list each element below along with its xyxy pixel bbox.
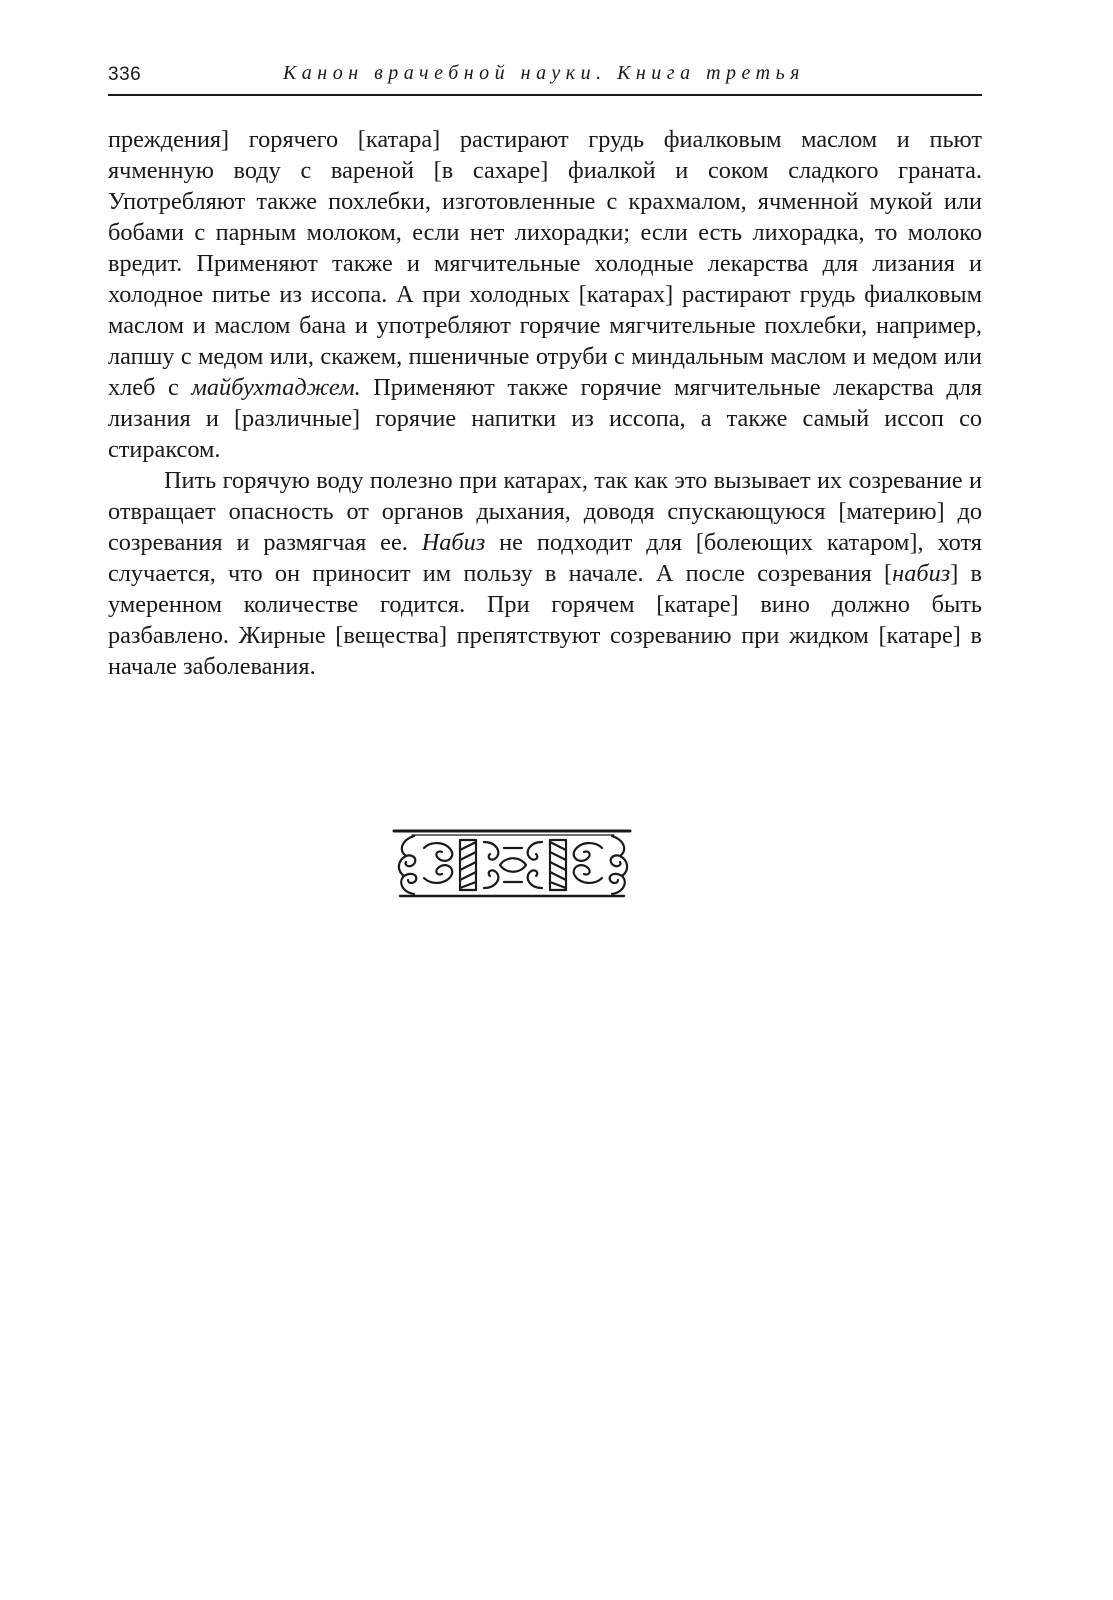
term-maybukhtadzh: майбухтаджем.	[191, 374, 361, 401]
term-nabiz: набиз	[892, 560, 951, 587]
ornamental-tailpiece-icon	[392, 826, 634, 902]
paragraph-1-text-b: Применяют также горячие мягчительные лекарства для лизания и [различные] горячие напитки из иссопа, а также самый иссоп со стираксом.	[108, 374, 983, 463]
paragraph-2	[108, 465, 982, 682]
paragraph-2-text-c: ] в умеренном количестве годится. При горячем [катаре] вино должно быть разбавлено. Жирные [вещества] препятствуют созреванию при жидком [катаре] в начале заболевания.	[108, 560, 983, 680]
paragraph-1-text-a: преждения] горячего [катара] растирают грудь фиалковым маслом и пьют ячменную воду с вареной [в сахаре] фиалкой и соком сладкого граната. Употребляют также похлебки, изготовленные с крахмалом, ячменной мукой или бобами с парным молоком, если нет лихорадки; если есть лихорадка, то молоко вредит. Применяют также и мягчительные холодные лекарства для лизания и холодное питье из иссопа. А при холодных [катарах] растирают грудь фиалковым маслом и маслом бана и употребляют горячие мягчительные похлебки, например, лапшу с медом или, скажем, пшеничные отруби с миндальным маслом и медом или хлеб с	[108, 126, 982, 401]
running-title: Канон врачебной науки. Книга третья	[283, 62, 805, 84]
running-header	[108, 62, 982, 92]
paragraph-2-text-a: Пить горячую воду полезно при катарах, так как это вызывает их созревание и отвращает опасность от органов дыхания, доводя спускающуюся [материю] до созревания и размягчая ее.	[108, 467, 982, 556]
paragraph-2-text-b: не подходит для [болеющих катаром], хотя случается, что он приносит им пользу в начале. А после созревания [	[108, 529, 982, 587]
term-nabiz-capitalized: Набиз	[421, 529, 486, 556]
paragraph-1	[108, 124, 982, 465]
body-text	[108, 124, 982, 682]
header-rule	[108, 94, 982, 96]
page-number: 336	[108, 64, 142, 85]
